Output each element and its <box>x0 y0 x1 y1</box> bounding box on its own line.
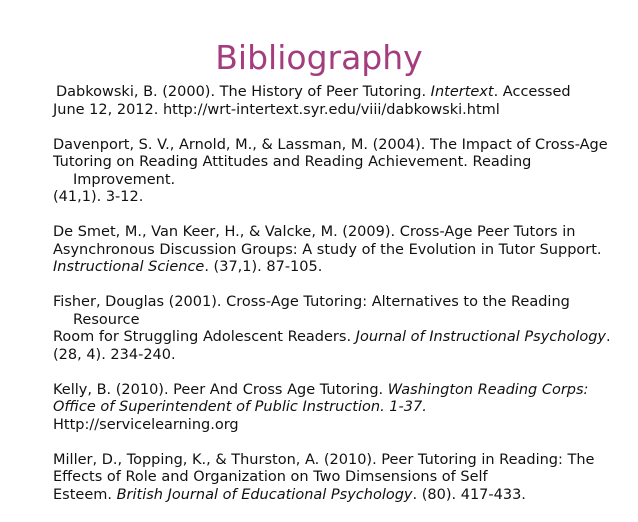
reference-line: Davenport, S. V., Arnold, M., & Lassman, M. (2004). The Impact of Cross-Age <box>53 136 608 153</box>
reference-line: (28, 4). 234-240. <box>53 346 176 363</box>
reference-line: Kelly, B. (2010). Peer And Cross Age Tutoring. Washington Reading Corps: <box>53 381 589 398</box>
reference-entry <box>53 224 613 277</box>
reference-entry <box>53 294 613 364</box>
reference-entry <box>53 382 613 435</box>
reference-line: Tutoring on Reading Attitudes and Reading Achievement. Reading Improvement. <box>53 154 532 188</box>
slide-title: Bibliography <box>215 38 423 77</box>
reference-line: Asynchronous Discussion Groups: A study of the Evolution in Tutor Support. <box>53 241 602 258</box>
italic-title: Washington Reading Corps: <box>387 381 589 398</box>
italic-title: Journal of Instructional Psychology <box>355 329 606 345</box>
reference-entry <box>53 84 613 119</box>
reference-line: Room for Struggling Adolescent Readers. Journal of Instructional Psychology. <box>53 329 611 345</box>
reference-line <box>53 399 613 417</box>
reference-line: Miller, D., Topping, K., & Thurston, A. (2010). Peer Tutoring in Reading: The <box>53 451 595 468</box>
reference-entry <box>53 452 613 505</box>
reference-line: Http://servicelearning.org <box>53 416 239 433</box>
reference-list <box>53 84 613 522</box>
italic-title: British Journal of Educational Psychology <box>116 486 413 503</box>
reference-line: Esteem. British Journal of Educational Psychology. (80). 417-433. <box>53 486 526 503</box>
reference-line: Fisher, Douglas (2001). Cross-Age Tutoring: Alternatives to the Reading Resource <box>53 294 570 328</box>
reference-line: De Smet, M., Van Keer, H., & Valcke, M. (2009). Cross-Age Peer Tutors in <box>53 224 576 240</box>
italic-title: Intertext <box>430 84 494 100</box>
reference-line: (41,1). 3-12. <box>53 189 144 205</box>
reference-line: June 12, 2012. http://wrt-intertext.syr.edu/viii/dabkowski.html <box>53 101 500 118</box>
reference-line: Dabkowski, B. (2000). The History of Peer Tutoring. Intertext. Accessed <box>56 84 571 100</box>
italic-title: Office of Superintendent of Public Instruction. 1-37. <box>53 399 427 415</box>
reference-line: Effects of Role and Organization on Two Dimsensions of Self <box>53 469 488 485</box>
reference-line: Instructional Science. (37,1). 87-105. <box>53 259 323 275</box>
reference-entry <box>53 137 613 207</box>
italic-title: Instructional Science <box>53 259 205 275</box>
